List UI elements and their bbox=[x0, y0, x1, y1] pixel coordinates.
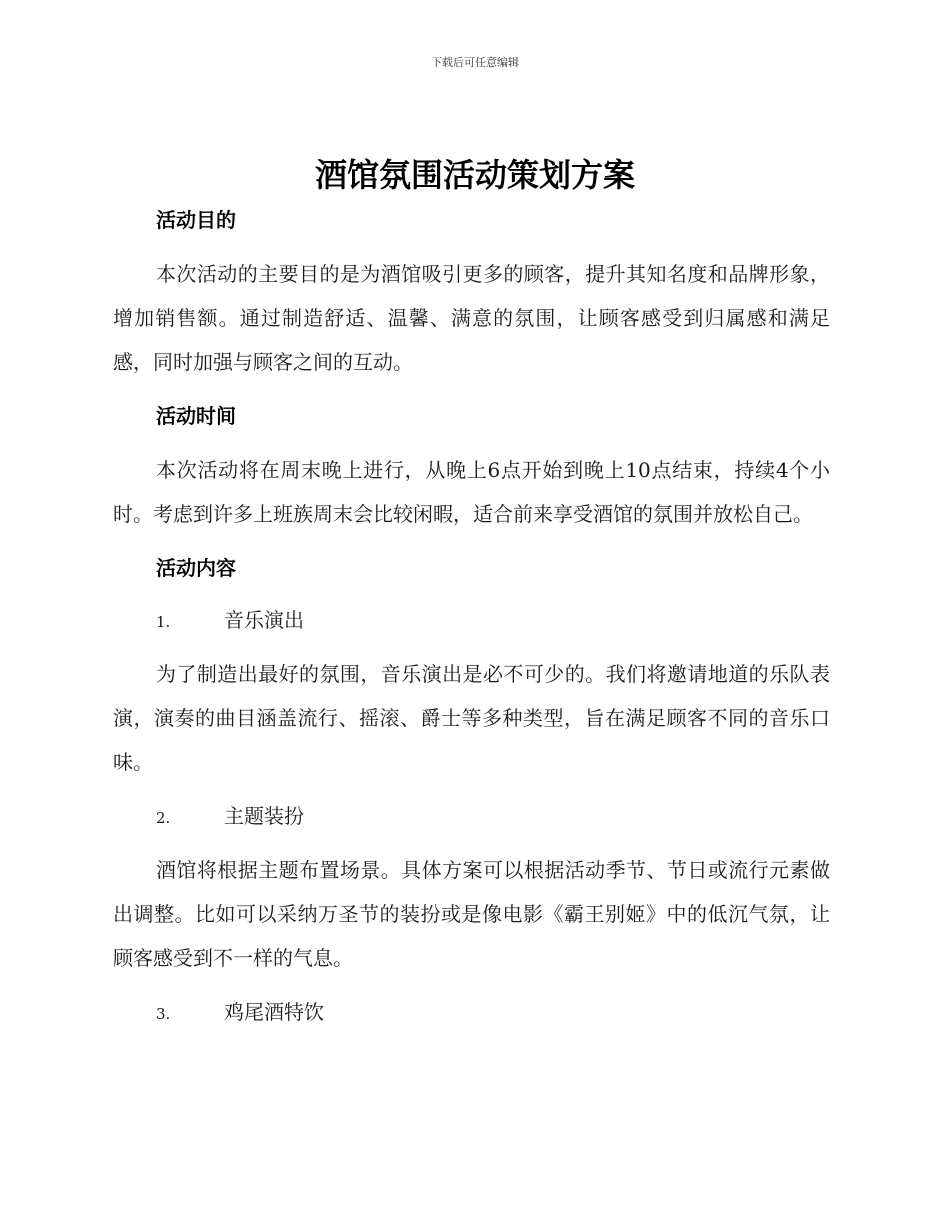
document-body bbox=[113, 200, 830, 1032]
list-item-cocktail bbox=[113, 992, 830, 1032]
section-paragraph-time: 本次活动将在周末晚上进行，从晚上6点开始到晚上10点结束，持续4个小时。考虑到许多上班族周末会比较闲暇，适合前来享受酒馆的氛围并放松自己。 bbox=[113, 458, 830, 526]
list-number: 3. bbox=[156, 1005, 171, 1023]
document-title: 酒馆氛围活动策划方案 bbox=[314, 156, 635, 194]
list-number: 2. bbox=[156, 809, 171, 827]
list-item-theme bbox=[113, 796, 830, 836]
section-heading-content: 活动内容 bbox=[156, 556, 236, 580]
list-item-music bbox=[113, 600, 830, 640]
header-note: 下载后可任意编辑 bbox=[431, 56, 519, 69]
list-number: 1. bbox=[156, 613, 171, 631]
section-heading-time: 活动时间 bbox=[156, 404, 236, 428]
list-label: 主题装扮 bbox=[224, 804, 304, 828]
section-heading-purpose: 活动目的 bbox=[156, 208, 236, 232]
list-label: 鸡尾酒特饮 bbox=[224, 1000, 324, 1024]
item-paragraph-music: 为了制造出最好的氛围，音乐演出是必不可少的。我们将邀请地道的乐队表演，演奏的曲目涵盖流行、摇滚、爵士等多种类型，旨在满足顾客不同的音乐口味。 bbox=[113, 662, 830, 774]
list-label: 音乐演出 bbox=[224, 608, 304, 632]
section-paragraph-purpose: 本次活动的主要目的是为酒馆吸引更多的顾客，提升其知名度和品牌形象，增加销售额。通过制造舒适、温馨、满意的氛围，让顾客感受到归属感和满足感，同时加强与顾客之间的互动。 bbox=[113, 262, 830, 374]
item-paragraph-theme: 酒馆将根据主题布置场景。具体方案可以根据活动季节、节日或流行元素做出调整。比如可以采纳万圣节的装扮或是像电影《霸王别姬》中的低沉气氛，让顾客感受到不一样的气息。 bbox=[113, 858, 830, 970]
